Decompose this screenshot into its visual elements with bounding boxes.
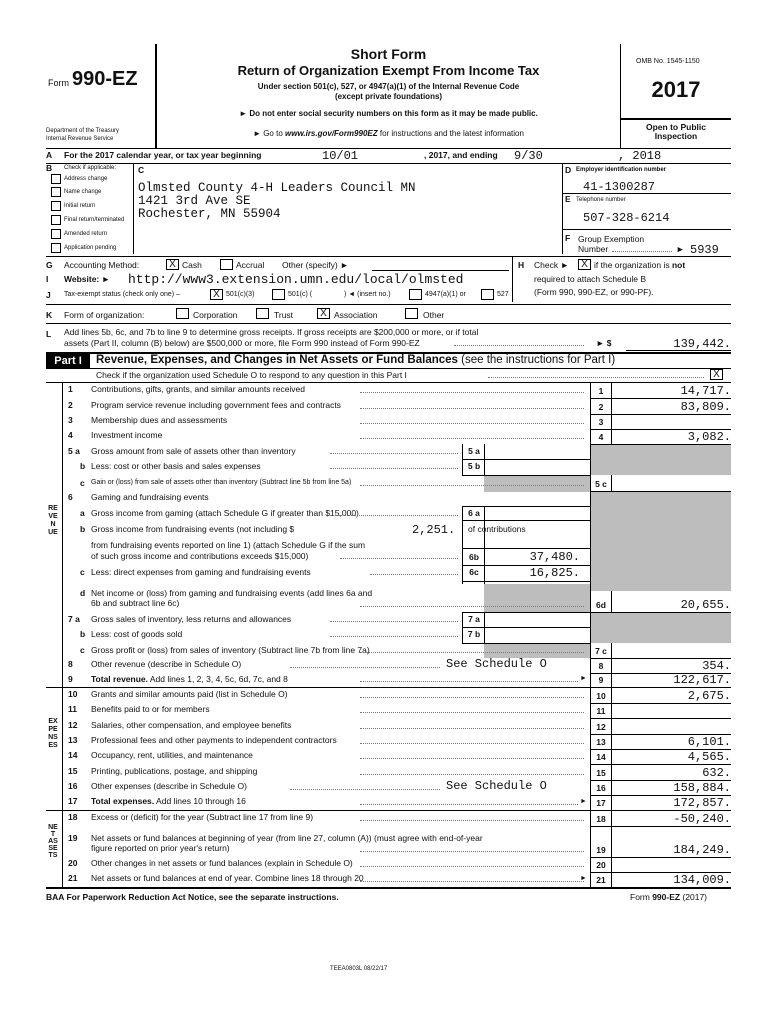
- ein-label: Employer identification number: [576, 167, 667, 173]
- accounting-method-label: Accounting Method:: [64, 260, 140, 270]
- line-9-box-label: 9: [598, 675, 604, 685]
- group-exemption-label: Group Exemption: [578, 234, 645, 244]
- line-13-text: Professional fees and other payments to independent contractors: [91, 735, 337, 745]
- line-15-number: 15: [68, 766, 78, 776]
- line-1-box-label: 1: [598, 386, 604, 396]
- line-7a-number: 7 a: [68, 614, 80, 624]
- line-d-label: D: [565, 165, 572, 175]
- line-h-label: H: [518, 260, 525, 270]
- line-1-number: 1: [68, 384, 73, 394]
- line-17-text-rest: Add lines 10 through 16: [154, 796, 246, 806]
- part-i-title-main: Revenue, Expenses, and Changes in Net Assets or Fund Balances: [96, 354, 458, 366]
- line-12-box-label: 12: [596, 722, 606, 732]
- other-method-label: Other (specify) ►: [282, 260, 349, 270]
- line-1-amount: 14,717.: [680, 384, 731, 398]
- line-4-number: 4: [68, 430, 73, 440]
- line-17-text-bold: Total expenses.: [91, 796, 155, 806]
- line-7b-number: b: [80, 629, 86, 639]
- cash-checkbox[interactable]: X: [166, 259, 179, 270]
- trust-label: Trust: [274, 310, 294, 320]
- group-exemption-number: 5939: [690, 243, 719, 257]
- dept-line2: Internal Revenue Service: [46, 136, 114, 142]
- row-rule: [590, 703, 731, 704]
- line-7c-number: c: [80, 645, 85, 655]
- association-label: Association: [334, 310, 378, 320]
- line-3-box-label: 3: [598, 417, 604, 427]
- line-a-label: A: [46, 150, 53, 160]
- line-5b-text: Less: cost or other basis and sales expenses: [91, 461, 261, 471]
- open-public-2: Inspection: [654, 131, 698, 141]
- line-18-text: Excess or (deficit) for the year (Subtract line 17 from line 9): [91, 812, 314, 822]
- side-expenses: EXPENSES: [48, 718, 58, 749]
- line-9-text-bold: Total revenue.: [91, 674, 148, 684]
- schedule-o-checkbox[interactable]: X: [710, 369, 723, 380]
- line-a-mid: , 2017, and ending: [424, 150, 498, 160]
- line-9-text: [91, 674, 288, 684]
- line-3-text: Membership dues and assessments: [91, 415, 228, 425]
- line-13-number: 13: [68, 735, 78, 745]
- leader-dots: [360, 606, 584, 607]
- line-10-amount: 2,675.: [687, 689, 731, 703]
- leader-dots: [290, 667, 440, 668]
- line-h-text-2: required to attach Schedule B: [534, 274, 646, 284]
- line-16-box-label: 16: [596, 783, 606, 793]
- status-4947-checkbox[interactable]: [409, 289, 422, 300]
- leader-dots: [360, 697, 584, 698]
- line-15-amount: 632.: [702, 766, 731, 780]
- irs-link-pre: ► Go to: [253, 129, 285, 138]
- line-14-box-label: 14: [596, 752, 606, 762]
- line-8-number: 8: [68, 659, 73, 669]
- line-6c-box-label: 6c: [469, 567, 479, 577]
- ssn-notice: ► Do not enter social security numbers on this form as it may be made public.: [239, 109, 538, 118]
- line-e-label: E: [565, 194, 571, 204]
- line-19-text-1: Net assets or fund balances at beginning of year (from line 27, column (A)) (must agree with end-of-year: [91, 833, 483, 843]
- line-6b-text-1: Gross income from fundraising events (not including $: [91, 524, 295, 534]
- row-rule: [590, 444, 731, 445]
- line-b-checkbox-label: Final return/terminated: [64, 217, 125, 223]
- line-6d-text-1: Net income or (loss) from gaming and fundraising events (add lines 6a and: [91, 588, 373, 598]
- subtitle-1: Under section 501(c), 527, or 4947(a)(1) of the Internal Revenue Code: [257, 82, 520, 91]
- line-2-text: Program service revenue including government fees and contracts: [91, 400, 341, 410]
- line-16-schedule-note: See Schedule O: [446, 779, 547, 793]
- form-header: [46, 44, 731, 148]
- ein-value: 41-1300287: [583, 180, 656, 194]
- website-label: Website: ►: [64, 274, 111, 284]
- line-13-amount: 6,101.: [687, 735, 731, 749]
- gross-receipts-amount: 139,442.: [673, 337, 731, 351]
- form-ref: [630, 892, 707, 902]
- line-8-amount: 354.: [702, 659, 731, 673]
- leader-dots: [330, 515, 458, 516]
- leader-dots: [330, 453, 458, 454]
- cash-label: Cash: [182, 260, 202, 270]
- line-k-label: K: [46, 310, 53, 320]
- title-short-form: Short Form: [350, 46, 427, 62]
- line-3-number: 3: [68, 415, 73, 425]
- line-b-checkbox[interactable]: [51, 174, 61, 184]
- line-6-number: 6: [68, 492, 73, 502]
- line-h-text: if the organization is: [594, 260, 670, 270]
- line-b-checkbox[interactable]: [51, 229, 61, 239]
- leader-dots: [360, 728, 584, 729]
- status-527-checkbox[interactable]: [481, 289, 494, 300]
- leader-dots: [360, 438, 584, 439]
- line-12-text: Salaries, other compensation, and employee benefits: [91, 720, 292, 730]
- line-h-not: not: [671, 260, 686, 270]
- line-13-box-label: 13: [596, 737, 606, 747]
- leader-dots: [360, 804, 578, 805]
- line-6d-box-label: 6d: [596, 600, 606, 610]
- phone-label: Telephone number: [576, 197, 626, 203]
- line-14-amount: 4,565.: [687, 750, 731, 764]
- row-rule: [590, 491, 731, 492]
- line-20-text: Other changes in net assets or fund balances (explain in Schedule O): [91, 858, 353, 868]
- line-6c-number: c: [80, 567, 85, 577]
- line-6c-text: Less: direct expenses from gaming and fundraising events: [91, 567, 311, 577]
- trust-checkbox[interactable]: [256, 308, 269, 319]
- row-rule: [590, 857, 731, 858]
- line-5a-box-label: 5 a: [468, 446, 480, 456]
- leader-dots: [360, 392, 584, 393]
- arrow-icon: ►: [580, 798, 587, 805]
- line-21-amount: 134,009.: [673, 873, 731, 887]
- schedule-b-checkbox[interactable]: X: [578, 259, 591, 270]
- line-5a-number: 5 a: [68, 446, 80, 456]
- line-17-box-label: 17: [596, 798, 606, 808]
- association-checkbox[interactable]: X: [317, 308, 330, 319]
- line-1-text: Contributions, gifts, grants, and similar amounts received: [91, 384, 306, 394]
- line-17-text: [91, 796, 246, 806]
- line-5c-number: c: [80, 478, 85, 488]
- row-rule: [590, 826, 731, 827]
- line-18-box-label: 18: [596, 814, 606, 824]
- part-i-tag: Part I: [46, 354, 90, 368]
- line-5b-box-label: 5 b: [467, 461, 481, 471]
- accrual-label: Accrual: [236, 260, 265, 270]
- line-9-text-rest: Add lines 1, 2, 3, 4, 5c, 6d, 7c, and 8: [148, 674, 288, 684]
- status-501c3-label: 501(c)(3): [226, 291, 255, 298]
- tax-year-begin: 10/01: [322, 149, 359, 163]
- line-l-label: L: [46, 329, 52, 339]
- leader-dots: [360, 851, 584, 852]
- line-8-schedule-note: See Schedule O: [446, 657, 547, 671]
- line-10-box-label: 10: [596, 691, 606, 701]
- status-insert-no: ) ◄ (insert no.): [344, 291, 391, 298]
- line-18-number: 18: [68, 812, 78, 822]
- line-6b-number: b: [80, 524, 86, 534]
- line-b-label: B: [46, 163, 53, 173]
- line-b-checkbox[interactable]: [51, 187, 61, 197]
- schedule-o-check-text: Check if the organization used Schedule O to respond to any question in this Part I: [96, 370, 407, 380]
- line-h-check-text: Check ►: [534, 260, 569, 270]
- line-20-number: 20: [68, 858, 78, 868]
- line-f-label: F: [565, 233, 571, 243]
- line-6c-amount: 16,825.: [529, 566, 580, 580]
- line-6a-text: Gross income from gaming (attach Schedule G if greater than $15,000): [91, 508, 359, 518]
- line-j-label: J: [46, 290, 51, 300]
- line-18-amount: -50,240.: [673, 812, 731, 826]
- line-a-text: For the 2017 calendar year, or tax year beginning: [64, 150, 262, 160]
- other-org-label: Other: [423, 310, 445, 320]
- leader-dots: [330, 621, 458, 622]
- status-501c-checkbox[interactable]: [272, 289, 285, 300]
- line-14-text: Occupancy, rent, utilities, and maintenance: [91, 750, 253, 760]
- check-if-applicable: Check if applicable:: [64, 165, 117, 171]
- row-rule: [590, 718, 731, 719]
- leader-dots: [360, 712, 584, 713]
- leader-dots: [360, 758, 584, 759]
- line-b-checkbox-label: Address change: [64, 176, 108, 182]
- corporation-checkbox[interactable]: [176, 308, 189, 319]
- line-9-number: 9: [68, 674, 73, 684]
- line-5c-text: Gain or (loss) from sale of assets other than inventory (Subtract line 5b from line 5a): [91, 479, 352, 486]
- line-4-text: Investment income: [91, 430, 163, 440]
- status-4947-label: 4947(a)(1) or: [425, 291, 466, 298]
- line-21-text: Net assets or fund balances at end of year. Combine lines 18 through 20: [91, 873, 364, 883]
- line-6-text: Gaming and fundraising events: [91, 492, 209, 502]
- form-number: 990-EZ: [72, 68, 138, 90]
- row-rule: [590, 398, 731, 399]
- line-12-number: 12: [68, 720, 78, 730]
- line-6b-text-1b: of contributions: [468, 524, 526, 534]
- leader-dots: [360, 423, 584, 424]
- arrow-icon: ►: [580, 675, 587, 682]
- line-19-amount: 184,249.: [673, 843, 731, 857]
- arrow-icon: ►: [580, 875, 587, 882]
- leader-dots: [330, 636, 458, 637]
- form-ref-pre: Form: [630, 892, 653, 902]
- line-19-number: 19: [68, 833, 78, 843]
- irs-link-line: [156, 129, 621, 138]
- line-20-box-label: 20: [596, 860, 606, 870]
- line-b-checkbox-label: Initial return: [64, 203, 96, 209]
- line-17-amount: 172,857.: [673, 796, 731, 810]
- tax-year: 2017: [651, 77, 701, 102]
- line-b-checkbox-label: Amended return: [64, 231, 108, 237]
- leader-dots: [360, 485, 584, 486]
- line-6b-box-label: 6b: [469, 552, 479, 562]
- line-7b-text: Less: cost of goods sold: [91, 629, 183, 639]
- leader-dots: [360, 866, 584, 867]
- leader-dots: [290, 789, 440, 790]
- line-b-checkbox[interactable]: [51, 215, 61, 225]
- leader-dots: [340, 558, 458, 559]
- website-url[interactable]: http://www3.extension.umn.edu/local/olmsted: [128, 272, 464, 287]
- tax-exempt-status-label: Tax-exempt status (check only one) –: [64, 291, 180, 298]
- line-9-amount: 122,617.: [673, 673, 731, 687]
- line-10-text: Grants and similar amounts paid (list in Schedule O): [91, 689, 288, 699]
- side-net-assets: NET ASSETS: [48, 824, 58, 859]
- irs-link-post: for instructions and the latest information: [377, 129, 524, 138]
- line-16-number: 16: [68, 781, 78, 791]
- line-6a-box-label: 6 a: [468, 508, 480, 518]
- line-16-amount: 158,884.: [673, 781, 731, 795]
- line-10-number: 10: [68, 689, 78, 699]
- side-revenue: REVENUE: [48, 505, 58, 536]
- dept-line1: Department of the Treasury: [46, 128, 120, 134]
- part-i-title-suffix: (see the instructions for Part I): [457, 354, 616, 366]
- line-6b-amount: 37,480.: [529, 550, 580, 564]
- line-g-label: G: [46, 260, 53, 270]
- address-line-2: Rochester, MN 55904: [138, 207, 281, 221]
- open-public-1: Open to Public: [646, 122, 706, 132]
- line-21-box-label: 21: [596, 875, 606, 885]
- line-l-arrow: ► $: [596, 338, 612, 348]
- line-i-label: I: [46, 274, 49, 284]
- line-6d-number: d: [80, 588, 86, 598]
- line-l-text-2: assets (Part II, column (B) below) are $500,000 or more, file Form 990 instead of Form 990-EZ: [64, 338, 420, 348]
- line-b-checkbox-label: Name change: [64, 189, 102, 195]
- line-5a-text: Gross amount from sale of assets other than inventory: [91, 446, 296, 456]
- line-6b-text-2: from fundraising events reported on line 1) (attach Schedule G if the sum: [91, 540, 366, 550]
- leader-dots: [370, 574, 458, 575]
- phone-value: 507-328-6214: [583, 211, 670, 225]
- line-4-box-label: 4: [598, 432, 604, 442]
- line-8-box-label: 8: [598, 661, 604, 671]
- line-7c-box-label: 7 c: [595, 646, 607, 656]
- subtitle-2: (except private foundations): [334, 92, 443, 101]
- line-5c-box-label: 5 c: [595, 479, 607, 489]
- line-17-number: 17: [68, 796, 78, 806]
- line-19-text-2: figure reported on prior year's return): [91, 843, 230, 853]
- leader-dots: [360, 820, 584, 821]
- address-line-1: 1421 3rd Ave SE: [138, 194, 251, 208]
- line-16-text: Other expenses (describe in Schedule O): [91, 781, 247, 791]
- leader-dots: [360, 681, 578, 682]
- form-ref-year: (2017): [680, 892, 708, 902]
- line-c-label: C: [138, 165, 145, 175]
- tax-year-end: 9/30: [514, 149, 543, 163]
- line-7a-box-label: 7 a: [468, 614, 480, 624]
- line-15-text: Printing, publications, postage, and shipping: [91, 766, 258, 776]
- line-6a-number: a: [80, 508, 85, 518]
- form-code: TEEA0803L 08/22/17: [330, 966, 388, 972]
- line-7b-box-label: 7 b: [467, 629, 481, 639]
- line-11-text: Benefits paid to or for members: [91, 704, 210, 714]
- row-rule: [590, 612, 731, 613]
- line-11-box-label: 11: [596, 706, 606, 716]
- row-rule: [590, 764, 731, 765]
- line-19-box-label: 19: [596, 845, 606, 855]
- line-11-number: 11: [68, 704, 77, 714]
- organization-name: Olmsted County 4-H Leaders Council MN: [138, 181, 416, 195]
- other-org-checkbox[interactable]: [405, 308, 418, 319]
- leader-dots: [360, 881, 584, 882]
- status-501c-label: 501(c) (: [288, 291, 313, 298]
- line-7c-text: Gross profit or (loss) from sales of inventory (Subtract line 7b from line 7a): [91, 645, 370, 655]
- line-2-number: 2: [68, 400, 73, 410]
- line-6b-contributions: 2,251.: [412, 523, 456, 537]
- line-21-number: 21: [68, 873, 78, 883]
- baa-notice: BAA For Paperwork Reduction Act Notice, see the separate instructions.: [46, 892, 339, 902]
- form-of-org-label: Form of organization:: [64, 310, 145, 320]
- irs-link[interactable]: www.irs.gov/Form990EZ: [285, 129, 378, 138]
- leader-dots: [360, 652, 584, 653]
- tax-year-end-year: , 2018: [618, 149, 662, 163]
- corporation-label: Corporation: [193, 310, 238, 320]
- line-b-checkbox[interactable]: [51, 201, 61, 211]
- line-6b-text-3: of such gross income and contributions exceeds $15,000): [91, 551, 309, 561]
- line-5b-number: b: [80, 461, 86, 471]
- form-word: Form: [48, 78, 69, 88]
- line-8-text: Other revenue (describe in Schedule O): [91, 659, 242, 669]
- line-7a-text: Gross sales of inventory, less returns and allowances: [91, 614, 292, 624]
- line-6d-amount: 20,655.: [680, 598, 731, 612]
- line-14-number: 14: [68, 750, 78, 760]
- line-b-checkbox[interactable]: [51, 243, 61, 253]
- accrual-checkbox[interactable]: [220, 259, 233, 270]
- leader-dots: [330, 468, 458, 469]
- group-exemption-number-label: Number: [578, 244, 609, 254]
- line-b-checkbox-label: Application pending: [64, 245, 117, 251]
- leader-dots: [360, 408, 584, 409]
- status-501c3-checkbox[interactable]: X: [210, 289, 223, 300]
- line-6d-text-2: 6b and subtract line 6c): [91, 598, 180, 608]
- line-2-amount: 83,809.: [680, 400, 731, 414]
- leader-dots: [360, 743, 584, 744]
- status-527-label: 527: [497, 291, 509, 298]
- leader-dots: [360, 774, 584, 775]
- form-ref-number: 990-EZ: [652, 892, 681, 902]
- row-rule: [590, 414, 731, 415]
- omb-number: OMB No. 1545-1150: [636, 58, 700, 65]
- line-4-amount: 3,082.: [687, 430, 731, 444]
- line-2-box-label: 2: [598, 402, 604, 412]
- line-h-text-3: (Form 990, 990-EZ, or 990-PF).: [534, 287, 654, 297]
- part-i-title: [96, 354, 615, 366]
- line-l-text-1: Add lines 5b, 6c, and 7b to line 9 to determine gross receipts. If gross receipts are $200,000 or more, or if total: [64, 327, 479, 337]
- line-15-box-label: 15: [596, 768, 606, 778]
- title-main: Return of Organization Exempt From Income Tax: [237, 63, 540, 78]
